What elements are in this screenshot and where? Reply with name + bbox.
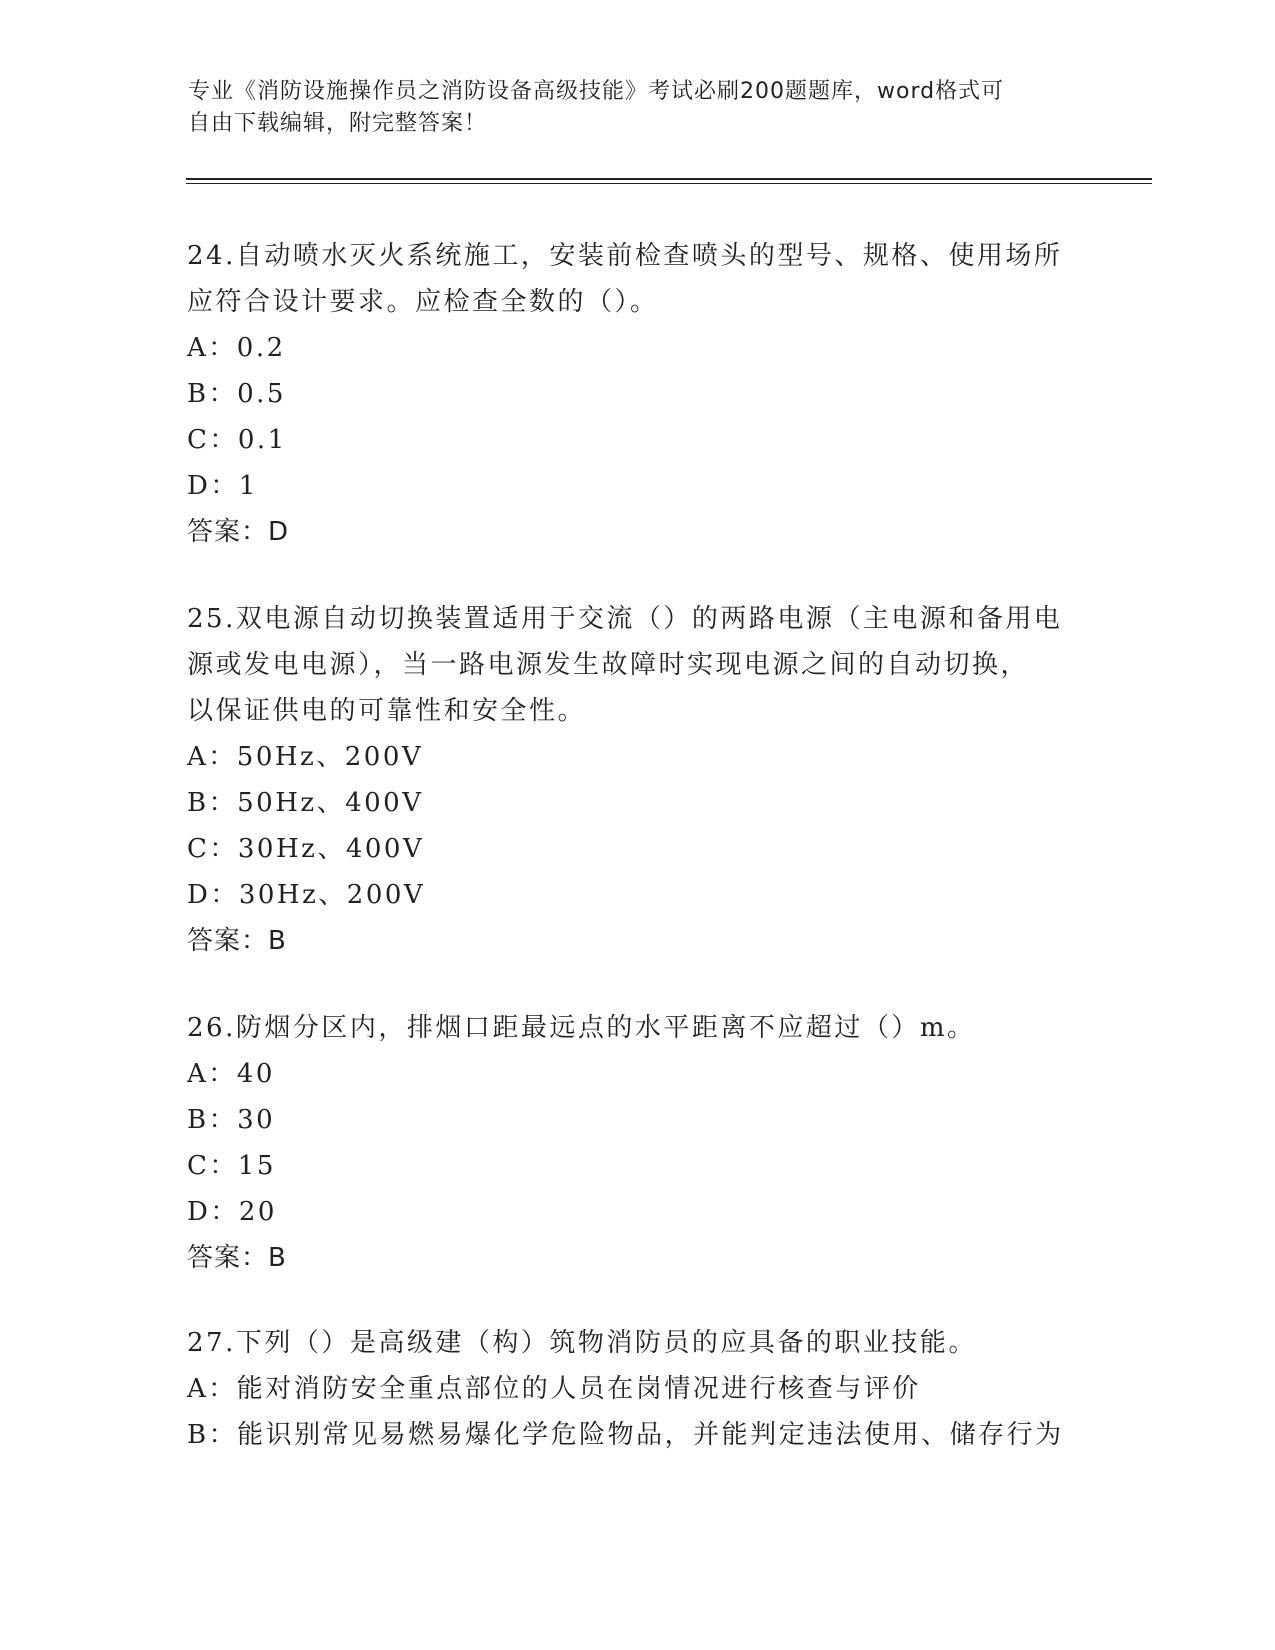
header-line-1: 专业《消防设施操作员之消防设备高级技能》考试必刷200题题库，word格式可 [188,79,1005,104]
question-text-line: 27.下列（）是高级建（构）筑物消防员的应具备的职业技能。 [187,1328,977,1358]
option-a: A：0.2 [187,333,286,363]
question-text-line: 应符合设计要求。应检查全数的（）。 [187,287,659,317]
option-c: C：30Hz、400V [187,834,425,864]
answer-label: 答案：B [187,926,287,956]
option-a: A：50Hz、200V [187,742,424,772]
question-24 [187,233,1087,555]
question-27 [187,1320,1087,1458]
option-b: B：0.5 [187,379,286,409]
question-text-line: 源或发电电源），当一路电源发生故障时实现电源之间的自动切换， [187,650,1030,680]
question-25 [187,596,1087,964]
question-text-line: 26.防烟分区内，排烟口距最远点的水平距离不应超过（）m。 [187,1013,976,1043]
option-b: B：30 [187,1105,276,1135]
answer-label: 答案：D [187,517,290,547]
option-a: A：能对消防安全重点部位的人员在岗情况进行核查与评价 [187,1374,921,1404]
option-a: A：40 [187,1059,275,1089]
question-text-line: 以保证供电的可靠性和安全性。 [187,696,587,726]
header-line-2: 自由下载编辑，附完整答案！ [188,111,488,136]
answer-label: 答案：B [187,1243,287,1273]
document-header [188,76,1068,140]
option-d: D：30Hz、200V [187,880,426,910]
option-b: B：能识别常见易燃易爆化学危险物品，并能判定违法使用、储存行为 [187,1420,1064,1450]
option-d: D：20 [187,1197,277,1227]
header-divider-thin [186,183,1152,184]
option-b: B：50Hz、400V [187,788,424,818]
question-text-line: 24.自动喷水灭火系统施工，安装前检查喷头的型号、规格、使用场所 [187,241,1063,271]
question-text-line: 25.双电源自动切换装置适用于交流（）的两路电源（主电源和备用电 [187,604,1063,634]
header-divider-thick [186,178,1152,180]
option-c: C：15 [187,1151,276,1181]
option-d: D：1 [187,471,258,501]
question-26 [187,1005,1087,1281]
option-c: C：0.1 [187,425,287,455]
